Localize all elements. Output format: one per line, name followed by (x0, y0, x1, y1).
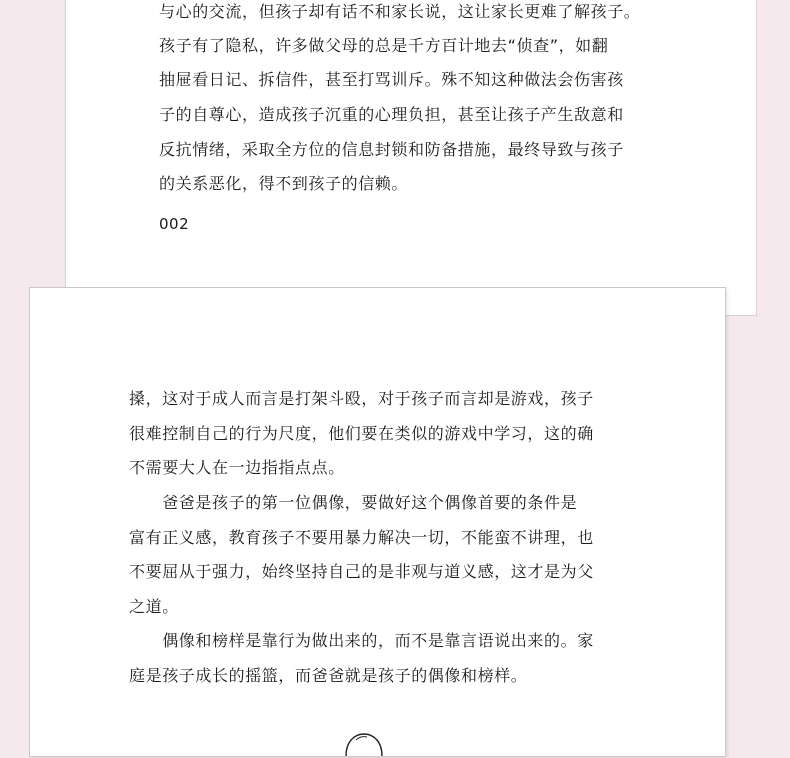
text-line: 不需要大人在一边指指点点。 (129, 458, 345, 477)
text-line: 庭是孩子成长的摇篮，而爸爸就是孩子的偶像和榜样。 (129, 666, 528, 685)
text-line: 与心的交流，但孩子却有话不和家长说，这让家长更难了解孩子。 (159, 2, 641, 21)
text-line: 爸爸是孩子的第一位偶像，要做好这个偶像首要的条件是 (129, 493, 578, 512)
text-line: 的关系恶化，得不到孩子的信赖。 (159, 174, 409, 193)
text-line: 不要屈从于强力，始终坚持自己的是非观与道义感，这才是为父 (129, 562, 594, 581)
document-page-bottom (29, 287, 726, 757)
text-line: 很难控制自己的行为尺度，他们要在类似的游戏中学习，这的确 (129, 424, 594, 443)
document-page-top (65, 0, 757, 316)
text-line: 富有正义感，教育孩子不要用暴力解决一切，不能蛮不讲理，也 (129, 528, 594, 547)
sketch-illustration (340, 728, 388, 758)
text-line: 之道。 (129, 597, 179, 616)
text-line: 反抗情绪，采取全方位的信息封锁和防备措施，最终导致与孩子 (159, 140, 624, 159)
text-line: 子的自尊心，造成孩子沉重的心理负担，甚至让孩子产生敌意和 (159, 105, 624, 124)
page-number: 002 (159, 215, 190, 233)
text-line: 搡，这对于成人而言是打架斗殴，对于孩子而言却是游戏，孩子 (129, 389, 594, 408)
text-line: 孩子有了隐私，许多做父母的总是千方百计地去“侦查”，如翻 (159, 36, 609, 55)
text-line: 抽屉看日记、拆信件，甚至打骂训斥。殊不知这种做法会伤害孩 (159, 70, 624, 89)
text-line: 偶像和榜样是靠行为做出来的，而不是靠言语说出来的。家 (129, 631, 594, 650)
